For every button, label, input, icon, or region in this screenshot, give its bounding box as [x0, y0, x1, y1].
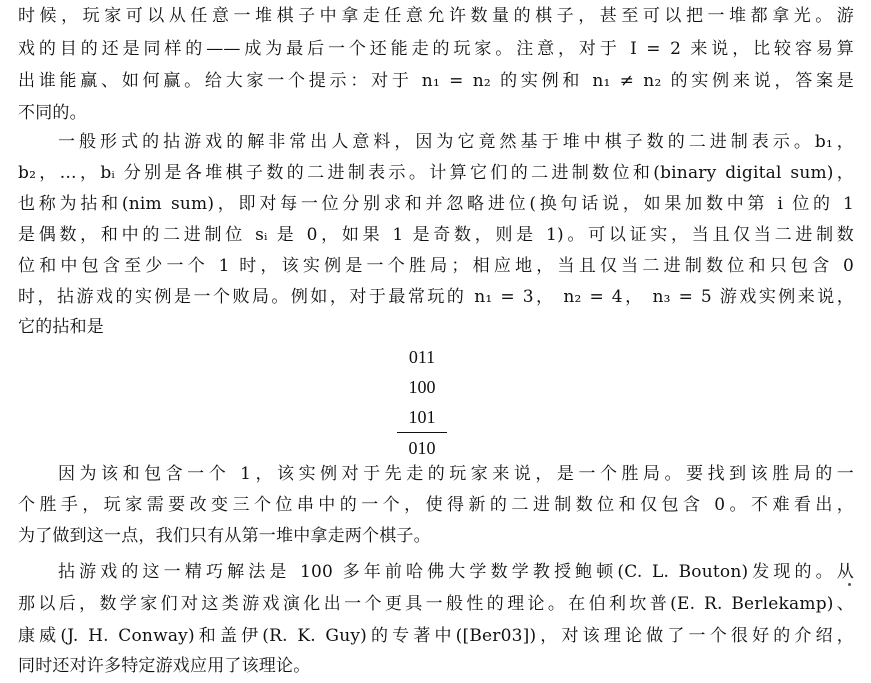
- text-line: 康威(J. H. Conway)和盖伊(R. K. Guy)的专著中([Ber03])，对该理论做了一个很好的介绍，: [18, 626, 854, 646]
- text-line: 同时还对许多特定游戏应用了该理论。: [18, 656, 311, 676]
- text-line: 时，拈游戏的实例是一个败局。例如，对于最常玩的 n₁ = 3， n₂ = 4， n₃ = 5 游戏实例来说，: [18, 287, 854, 307]
- text-line: 它的拈和是: [18, 317, 104, 337]
- text-line: 为了做到这一点，我们只有从第一堆中拿走两个棋子。: [18, 526, 431, 546]
- sum-result-row: 010: [408, 438, 436, 458]
- text-line: 位和中包含至少一个 1 时，该实例是一个胜局；相应地，当且仅当二进制数位和只包含 0: [18, 256, 854, 276]
- text-line: 戏的目的还是同样的——成为最后一个还能走的玩家。注意，对于 I = 2 来说，比较容易算: [18, 39, 854, 59]
- text-line: 也称为拈和(nim sum)，即对每一位分别求和并忽略进位(换句话说，如果加数中第 i 位的 1: [18, 194, 854, 214]
- addend-row: 100: [408, 377, 436, 397]
- text-line: 是偶数，和中的二进制位 sᵢ 是 0，如果 1 是奇数，则是 1)。可以证实，当且仅当二进制数: [18, 225, 854, 245]
- text-line: 那以后，数学家们对这类游戏演化出一个更具一般性的理论。在伯利坎普(E. R. Berlekamp)、: [18, 594, 854, 614]
- text-line: 拈游戏的这一精巧解法是 100 多年前哈佛大学数学教授鲍顿(C. L. Bouton)发现的。从: [58, 562, 854, 582]
- nim-sum-computation: [396, 342, 448, 463]
- addend-row: 011: [408, 347, 436, 367]
- text-line: 出谁能赢、如何赢。给大家一个提示：对于 n₁ = n₂ 的实例和 n₁ ≠ n₂ 的实例来说，答案是: [18, 71, 854, 91]
- text-line: b₂，…，bᵢ 分别是各堆棋子数的二进制表示。计算它们的二进制数位和(binary digital sum)，: [18, 163, 854, 183]
- scan-speck: [848, 583, 851, 586]
- text-line: 因为该和包含一个 1，该实例对于先走的玩家来说，是一个胜局。要找到该胜局的一: [58, 464, 854, 484]
- text-line: 时候，玩家可以从任意一堆棋子中拿走任意允许数量的棋子，甚至可以把一堆都拿光。游: [18, 6, 854, 26]
- text-line: 不同的。: [18, 103, 87, 123]
- text-line: 个胜手，玩家需要改变三个位串中的一个，使得新的二进制数位和仅包含 0。不难看出，: [18, 495, 854, 515]
- addend-row: 101: [408, 407, 436, 427]
- text-line: 一般形式的拈游戏的解非常出人意料，因为它竟然基于堆中棋子数的二进制表示。b₁，: [58, 132, 854, 152]
